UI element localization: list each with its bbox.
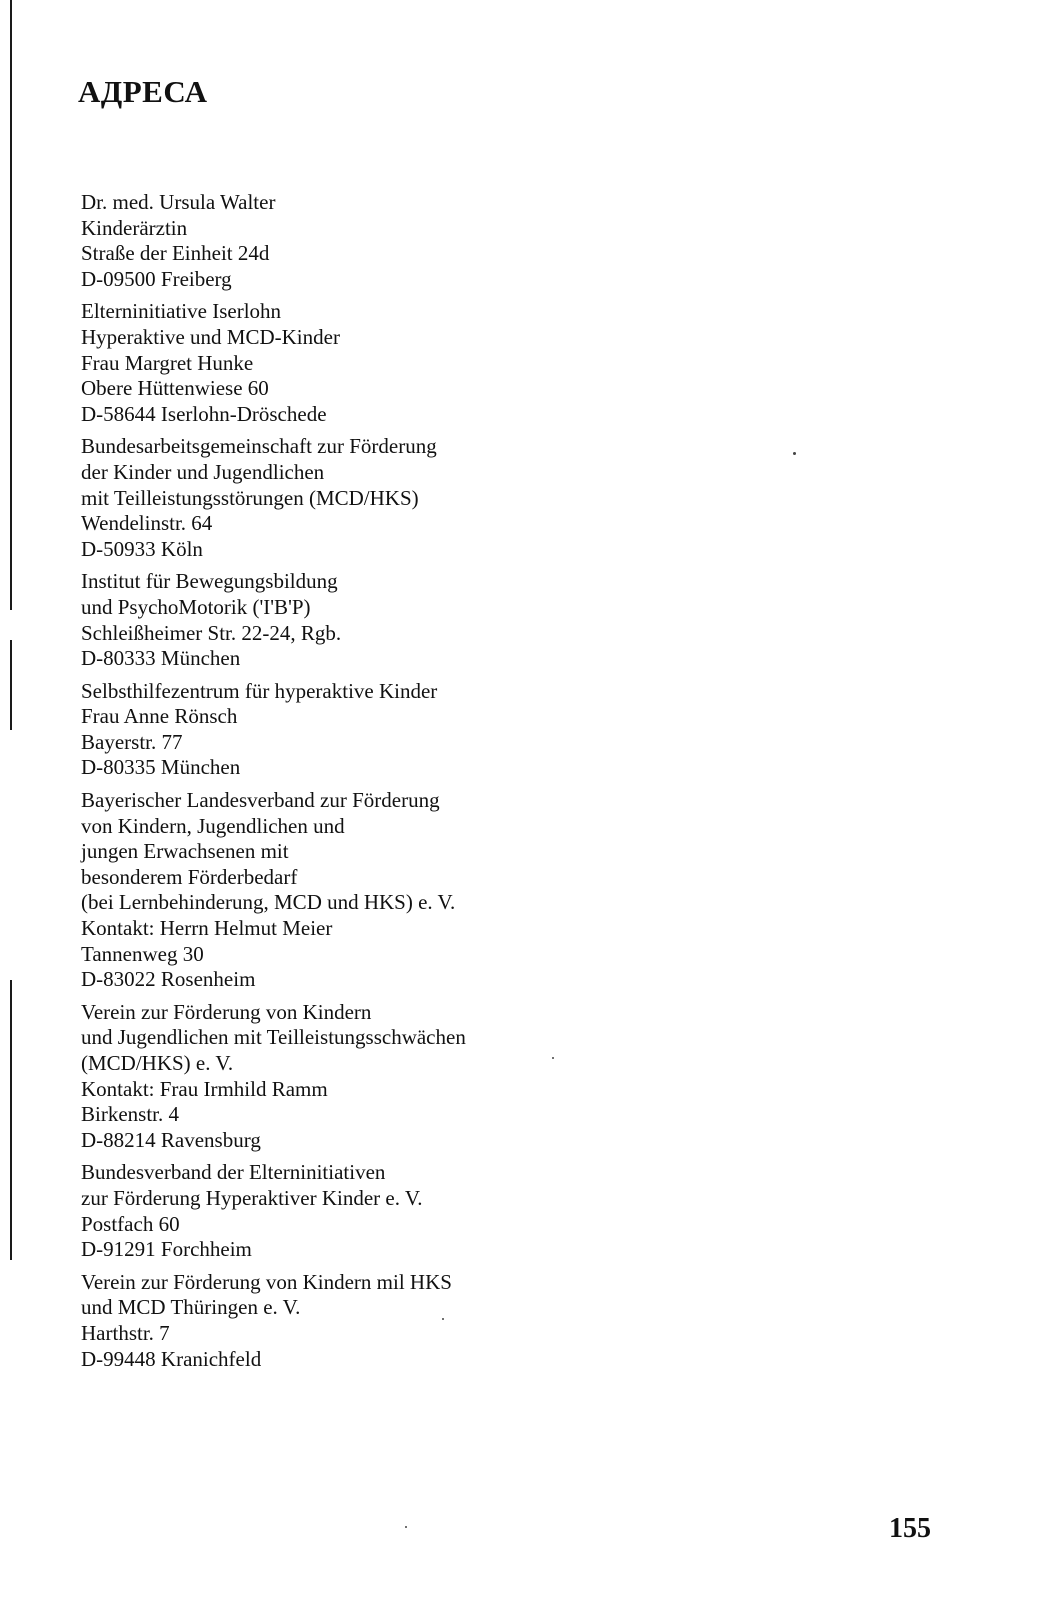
scan-speck bbox=[405, 1526, 407, 1528]
address-line: Kontakt: Herrn Helmut Meier bbox=[81, 916, 333, 941]
address-line: von Kindern, Jugendlichen und bbox=[81, 813, 345, 838]
address-line: Institut für Bewegungsbildung bbox=[81, 569, 338, 594]
address-line: Tannenweg 30 bbox=[81, 941, 204, 966]
address-line: Dr. med. Ursula Walter bbox=[81, 190, 276, 214]
address-line: D-58644 Iserlohn-Dröschede bbox=[81, 401, 327, 426]
address-line: Selbsthilfezentrum für hyperaktive Kinder bbox=[81, 678, 438, 703]
address-line: (bei Lernbehinderung, MCD und HKS) e. V. bbox=[81, 890, 456, 915]
address-line: Verein zur Förderung von Kindern bbox=[81, 999, 372, 1024]
address-line: jungen Erwachsenen mit bbox=[81, 839, 289, 864]
address-entry bbox=[81, 1270, 641, 1372]
address-line: D-50933 Köln bbox=[81, 536, 203, 561]
address-line: Obere Hüttenwiese 60 bbox=[81, 376, 269, 401]
address-list bbox=[81, 190, 641, 1379]
address-line: Postfach 60 bbox=[81, 1211, 180, 1236]
address-line: Frau Anne Rönsch bbox=[81, 704, 238, 729]
address-line: D-80335 München bbox=[81, 755, 241, 780]
address-line: zur Förderung Hyperaktiver Kinder e. V. bbox=[81, 1185, 423, 1210]
address-line: D-09500 Freiberg bbox=[81, 266, 232, 291]
address-line: Birkenstr. 4 bbox=[81, 1102, 179, 1127]
address-line: Bayerischer Landesverband zur Förderung bbox=[81, 788, 440, 813]
address-line: Hyperaktive und MCD-Kinder bbox=[81, 324, 340, 349]
address-line: D-91291 Forchheim bbox=[81, 1237, 252, 1262]
address-line: D-99448 Kranichfeld bbox=[81, 1346, 262, 1371]
address-line: besonderem Förderbedarf bbox=[81, 864, 298, 889]
address-entry bbox=[81, 190, 641, 292]
address-line: Schleißheimer Str. 22-24, Rgb. bbox=[81, 620, 342, 645]
address-line: Straße der Einheit 24d bbox=[81, 241, 270, 266]
page-heading: АДРЕСА bbox=[78, 74, 208, 109]
address-line: der Kinder und Jugendlichen bbox=[81, 459, 325, 484]
address-line: Bayerstr. 77 bbox=[81, 729, 183, 754]
address-entry bbox=[81, 1000, 641, 1154]
address-line: Bundesverband der Elterninitiativen bbox=[81, 1160, 386, 1185]
address-line: (MCD/HKS) e. V. bbox=[81, 1051, 234, 1075]
address-line: Kinderärztin bbox=[81, 215, 188, 240]
scan-speck bbox=[793, 452, 796, 455]
address-entry bbox=[81, 679, 641, 781]
address-entry bbox=[81, 299, 641, 427]
address-line: Elterninitiative Iserlohn bbox=[81, 299, 282, 324]
scan-edge-line bbox=[10, 640, 12, 730]
address-entry bbox=[81, 569, 641, 671]
address-entry bbox=[81, 788, 641, 993]
address-line: D-83022 Rosenheim bbox=[81, 967, 256, 992]
address-entry bbox=[81, 434, 641, 562]
address-line: und Jugendlichen mit Teilleistungsschwächen bbox=[81, 1025, 466, 1050]
address-line: D-80333 München bbox=[81, 646, 241, 671]
scan-edge-line bbox=[10, 0, 12, 610]
page-number: 155 bbox=[889, 1513, 931, 1544]
address-line: Wendelinstr. 64 bbox=[81, 511, 213, 536]
address-line: Kontakt: Frau Irmhild Ramm bbox=[81, 1076, 328, 1101]
address-line: und PsychoMotorik ('I'B'P) bbox=[81, 594, 311, 619]
scan-edge-line bbox=[10, 980, 12, 1260]
address-line: mit Teilleistungsstörungen (MCD/HKS) bbox=[81, 485, 419, 510]
address-entry bbox=[81, 1160, 641, 1262]
address-line: D-88214 Ravensburg bbox=[81, 1127, 261, 1152]
scan-speck bbox=[442, 1318, 444, 1320]
address-line: Bundesarbeitsgemeinschaft zur Förderung bbox=[81, 434, 437, 459]
address-line: Verein zur Förderung von Kindern mil HKS bbox=[81, 1269, 452, 1294]
address-line: Frau Margret Hunke bbox=[81, 350, 254, 375]
scan-speck bbox=[552, 1057, 554, 1059]
address-line: und MCD Thüringen e. V. bbox=[81, 1295, 301, 1320]
address-line: Harthstr. 7 bbox=[81, 1320, 170, 1345]
